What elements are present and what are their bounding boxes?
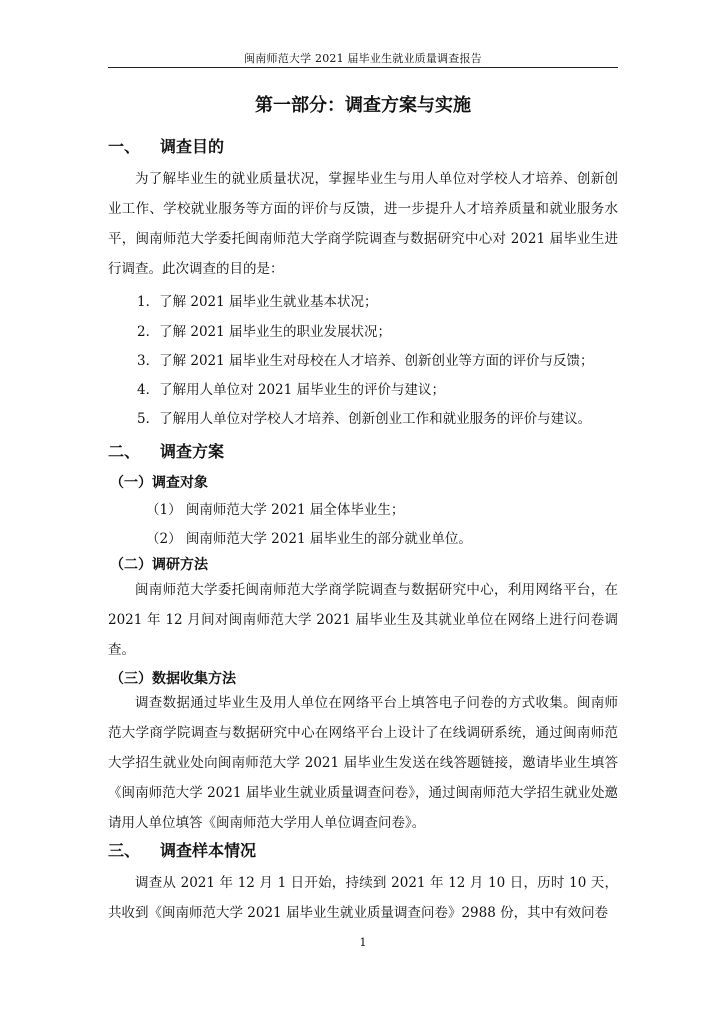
section-number: 三、 (108, 841, 141, 860)
list-item: （2） 闽南师范大学 2021 届毕业生的部分就业单位。 (146, 531, 472, 547)
section-title: 调查样本情况 (160, 841, 257, 860)
section-title: 调查目的 (160, 137, 225, 156)
paragraph-sample: 调查从 2021 年 12 月 1 日开始，持续到 2021 年 12 月 10 日，历时 10 天，共收到《闽南师范大学 2021 届毕业生就业质量调查问卷》2988 份，其中有效问卷 (108, 875, 618, 921)
list-item: 3．了解 2021 届毕业生对母校在人才培养、创新创业等方面的评价与反馈； (137, 353, 594, 369)
subsection-heading-data-collection: （三）数据收集方法 (110, 671, 236, 687)
subsection-heading-method: （二）调研方法 (110, 557, 208, 573)
paragraph-data-collection: 调查数据通过毕业生及用人单位在网络平台上填答电子问卷的方式收集。闽南师范大学商学院调查与数据研究中心在网络平台上设计了在线调研系统，通过闽南师范大学招生就业处向闽南师范大学 2021 届毕业生发送在线答题链接，邀请毕业生填答《闽南师范大学 2021 届毕业生就业质量调查问卷》，通过闽南师范大学招生就业处邀请用人单位填答《闽南师范大学用人单位调查问卷》。 (108, 695, 618, 831)
list-item: 4．了解用人单位对 2021 届毕业生的评价与建议； (137, 382, 446, 398)
header-rule (108, 67, 618, 68)
paragraph-method: 闽南师范大学委托闽南师范大学商学院调查与数据研究中心，利用网络平台，在 2021 年 12 月间对闽南师范大学 2021 届毕业生及其就业单位在网络上进行问卷调查。 (108, 582, 618, 658)
list-item: 1．了解 2021 届毕业生就业基本状况； (137, 294, 378, 310)
section-number: 一、 (108, 137, 141, 156)
section-heading-plan (108, 439, 224, 462)
page-title: 第一部分：调查方案与实施 (255, 95, 471, 116)
section-title: 调查方案 (160, 442, 225, 461)
list-item: （1） 闽南师范大学 2021 届全体毕业生； (146, 502, 405, 518)
paragraph-purpose: 为了解毕业生的就业质量状况，掌握毕业生与用人单位对学校人才培养、创新创业工作、学校就业服务等方面的评价与反馈，进一步提升人才培养质量和就业服务水平，闽南师范大学委托闽南师范大学商学院调查与数据研究中心对 2021 届毕业生进行调查。此次调查的目的是： (108, 171, 618, 277)
section-number: 二、 (108, 442, 141, 461)
subsection-heading-subjects: （一）调查对象 (110, 475, 208, 491)
list-item: 2．了解 2021 届毕业生的职业发展状况； (137, 324, 392, 340)
section-heading-purpose (108, 134, 224, 157)
running-header: 闽南师范大学 2021 届毕业生就业质量调查报告 (244, 52, 482, 65)
list-item: 5．了解用人单位对学校人才培养、创新创业工作和就业服务的评价与建议。 (137, 411, 592, 427)
page-number: 1 (359, 936, 367, 949)
section-heading-sample (108, 838, 256, 861)
